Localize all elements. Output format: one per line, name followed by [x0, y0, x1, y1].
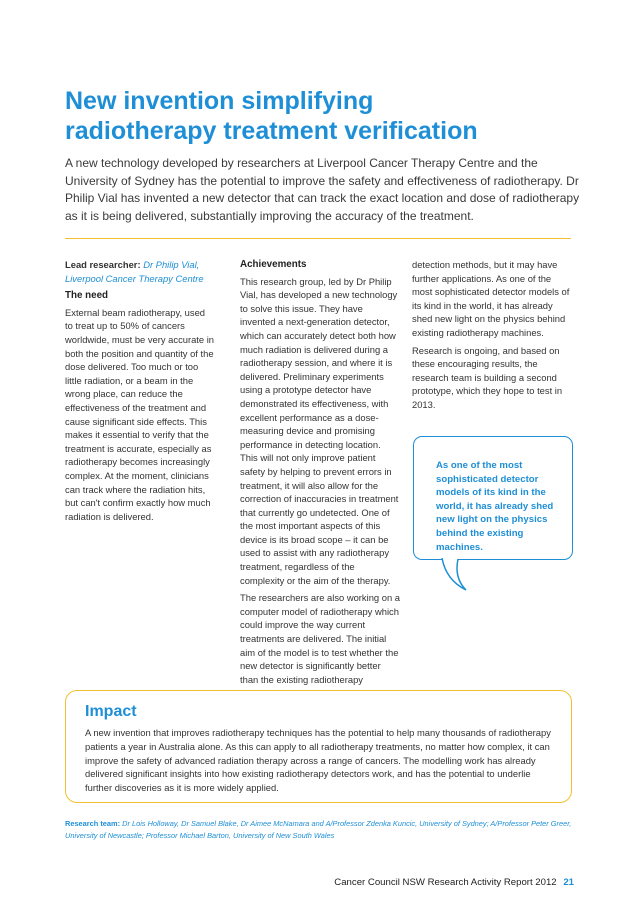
column-3-paragraph-2: Research is ongoing, and based on these encouraging results, the research team is building a second prototype, which they hope to test in 2013.: [412, 344, 563, 410]
achievements-paragraph-1: This research group, led by Dr Philip Vial, has developed a new technology to solve this issue. They have invented a next-generation detector, which can accurately detect both how much radiation is delivered during a radiotherapy session, and where it is delivered. Preliminary experiments using a prototype detector have demonstrated its effectiveness, with excellent performance as a dose-measuring device and promising performance in detecting location. This will not only improve patient safety by helping to prevent errors in treatment, it will also allow for the correction of inaccuracies in treatment that currently go undetected. One of the most important aspects of this device is its broad scope – it can be used to assist with any radiotherapy treatment, regardless of the complexity or the aim of the therapy.: [240, 275, 399, 586]
page-number: 21: [563, 877, 574, 888]
page-footer: [334, 877, 574, 888]
lead-researcher: [65, 258, 215, 285]
lead-researcher-name: Dr Philip Vial, Liverpool Cancer Therapy Centre: [65, 259, 204, 284]
column-3: [412, 258, 572, 416]
page-title: [65, 86, 585, 146]
pull-quote-text: As one of the most sophisticated detector models of its kind in the world, it has already shed new light on the physics behind the existing machines.: [436, 460, 554, 553]
lead-researcher-label: Lead researcher:: [65, 259, 141, 270]
need-heading: The need: [65, 290, 109, 302]
impact-text: A new invention that improves radiotherapy techniques has the potential to help many thousands of radiotherapy patients a year in Australia alone. As this can apply to all radiotherapy treatments, no matter how complex, it can improve the safety of advanced radiation therapy across a range of cancers. The modelling work has already delivered significant insights into how existing radiotherapy detectors work, and has the potential to underlie further discoveries as it is more widely applied.: [85, 727, 551, 794]
column-2: [240, 258, 400, 690]
speech-bubble-tail-icon: [440, 558, 480, 592]
page-title-line-2: radiotherapy treatment verification: [65, 117, 478, 145]
column-1: [65, 258, 215, 527]
impact-box: [65, 690, 572, 803]
achievements-paragraph-2: The researchers are also working on a computer model of radiotherapy which could improve the way current treatments are delivered. The initial aim of the model is to test whether the new detector is significantly better than the existing radiotherapy: [240, 592, 400, 685]
achievements-heading: Achievements: [240, 259, 307, 270]
research-team-names: Dr Lois Holloway, Dr Samuel Blake, Dr Aimee McNamara and A/Professor Zdenka Kuncic, University of Sydney; A/Professor Peter Greer, University of Newcastle; Professor Michael Barton, University of New South Wales: [65, 819, 572, 840]
section-divider: [65, 238, 571, 239]
research-team-label: Research team:: [65, 819, 121, 828]
footer-text: Cancer Council NSW Research Activity Report 2012: [334, 877, 557, 888]
pull-quote-box: [413, 436, 573, 560]
research-team: [65, 818, 580, 842]
impact-heading: Impact: [85, 703, 137, 720]
page-title-line-1: New invention simplifying: [65, 87, 374, 115]
column-3-paragraph-1: detection methods, but it may have further applications. As one of the most sophisticated detector models of its kind in the world, it has already shed new light on the physics behind existing radiotherapy machines.: [412, 259, 570, 338]
need-text: External beam radiotherapy, used to treat up to 50% of cancers worldwide, must be very accurate in both the position and quantity of the dose delivered. Too much or too little radiation, or a beam in the wrong place, can reduce the effectiveness of the treatment and cause significant side effects. This makes it essential to verify that the treatment is accurate, especially as radiotherapy becomes increasingly complex. At the moment, clinicians can track where the radiation hits, but can't confirm exactly how much radiation is delivered.: [65, 306, 215, 522]
intro-paragraph: A new technology developed by researchers at Liverpool Cancer Therapy Centre and the University of Sydney has the potential to improve the safety and effectiveness of radiotherapy. Dr Philip Vial has invented a new detector that can track the exact location and dose of radiotherapy as it is being delivered, substantially improving the accuracy of the treatment.: [65, 156, 580, 223]
